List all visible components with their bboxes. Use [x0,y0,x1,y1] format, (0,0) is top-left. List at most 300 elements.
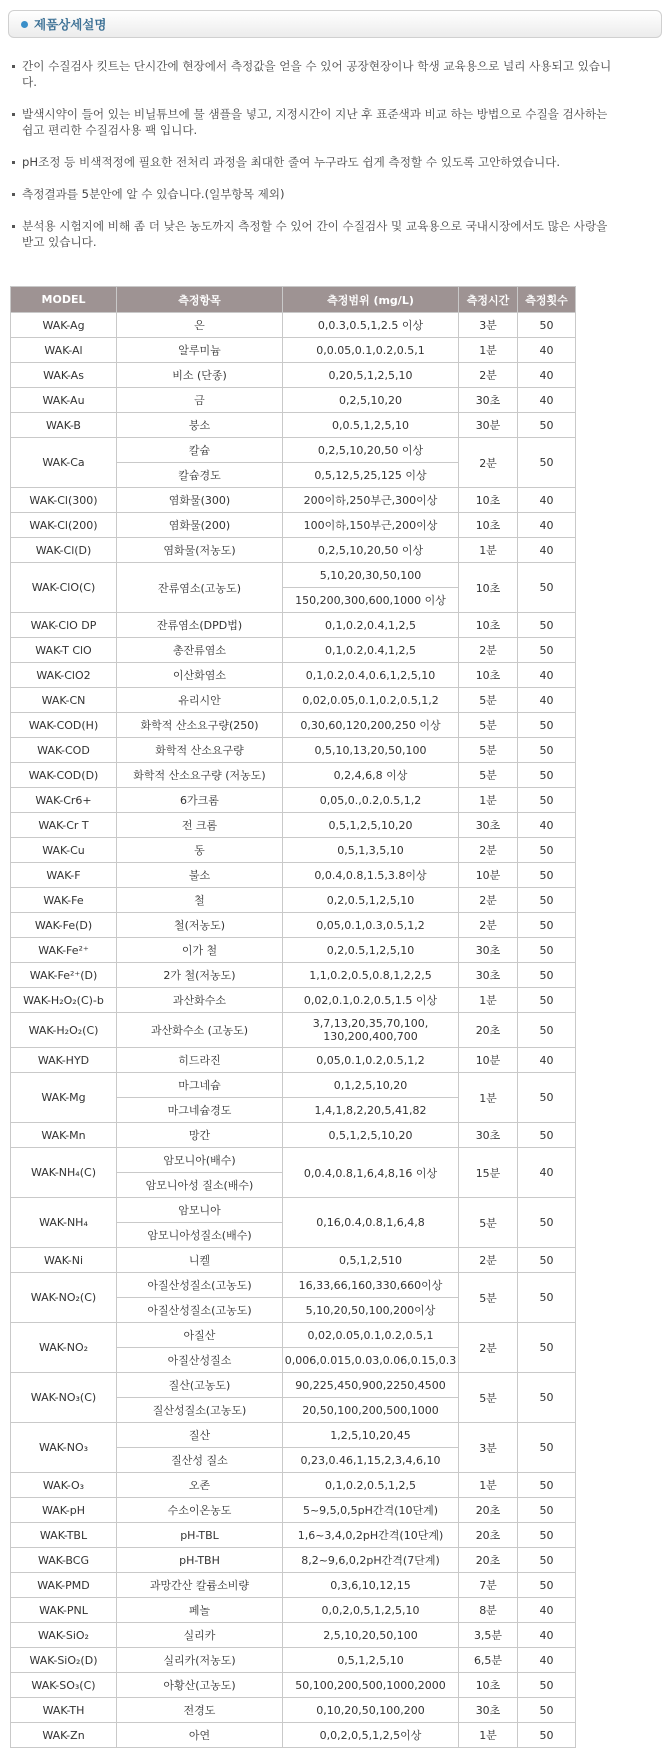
cell-range: 0,2,5,10,20,50 이상 [283,538,459,563]
cell-time: 10분 [459,863,518,888]
cell-range: 0,0.4,0.8,1.5,3.8이상 [283,863,459,888]
cell-count: 50 [518,1013,576,1048]
cell-item: 이산화염소 [117,663,283,688]
cell-range: 5,10,20,50,100,200이상 [283,1298,459,1323]
cell-item: 6가크롬 [117,788,283,813]
cell-range: 0,02,0.05,0.1,0.2,0.5,1 [283,1323,459,1348]
table-row [11,1598,576,1623]
cell-item: 전 크롬 [117,813,283,838]
cell-item: 수소이온농도 [117,1498,283,1523]
table-row [11,738,576,763]
cell-range: 0,20,5,1,2,5,10 [283,363,459,388]
cell-model: WAK-Al [11,338,117,363]
cell-model: WAK-TBL [11,1523,117,1548]
table-row [11,1273,576,1298]
cell-model: WAK-NO₂(C) [11,1273,117,1323]
cell-item: 화학적 산소요구량 (저농도) [117,763,283,788]
cell-count: 50 [518,713,576,738]
cell-item: 오존 [117,1473,283,1498]
cell-count: 50 [518,963,576,988]
cell-count: 40 [518,1148,576,1198]
cell-item: 아연 [117,1723,283,1748]
cell-item: 페놀 [117,1598,283,1623]
cell-time: 10초 [459,488,518,513]
cell-time: 5분 [459,1373,518,1423]
table-row [11,638,576,663]
table-row [11,613,576,638]
cell-range: 0,006,0.015,0.03,0.06,0.15,0.3 [283,1348,459,1373]
cell-range: 0,02,0.1,0.2,0.5,1.5 이상 [283,988,459,1013]
cell-count: 40 [518,488,576,513]
cell-item: pH-TBL [117,1523,283,1548]
cell-range: 0,5,1,2,510 [283,1248,459,1273]
cell-count: 40 [518,663,576,688]
table-row [11,338,576,363]
cell-model: WAK-Mn [11,1123,117,1148]
table-row [11,763,576,788]
cell-time: 30분 [459,413,518,438]
cell-model: WAK-CN [11,688,117,713]
cell-range: 0,0,2,0,5,1,2,5,10 [283,1598,459,1623]
cell-item: 마그네슘경도 [117,1098,283,1123]
cell-count: 50 [518,1723,576,1748]
cell-time: 10분 [459,1048,518,1073]
cell-model: WAK-COD(H) [11,713,117,738]
cell-item: 비소 (단종) [117,363,283,388]
cell-time: 2분 [459,838,518,863]
cell-range: 90,225,450,900,2250,4500 [283,1373,459,1398]
cell-time: 1분 [459,988,518,1013]
cell-model: WAK-Mg [11,1073,117,1123]
cell-count: 40 [518,813,576,838]
cell-range: 5~9,5,0,5pH간격(10단계) [283,1498,459,1523]
table-row [11,363,576,388]
table-row [11,1423,576,1448]
cell-item: 암모니아(배수) [117,1148,283,1173]
cell-time: 30초 [459,938,518,963]
table-row [11,1048,576,1073]
cell-item: pH-TBH [117,1548,283,1573]
cell-item: 실리카(저농도) [117,1648,283,1673]
cell-item: 총잔류염소 [117,638,283,663]
cell-model: WAK-ClO DP [11,613,117,638]
cell-item: 붕소 [117,413,283,438]
cell-model: WAK-BCG [11,1548,117,1573]
cell-count: 50 [518,613,576,638]
cell-model: WAK-Cu [11,838,117,863]
cell-item: 질산(고농도) [117,1373,283,1398]
cell-range: 100이하,150부근,200이상 [283,513,459,538]
cell-time: 2분 [459,913,518,938]
table-row [11,313,576,338]
cell-count: 50 [518,1423,576,1473]
table-row [11,938,576,963]
cell-item: 니켈 [117,1248,283,1273]
cell-time: 20초 [459,1498,518,1523]
cell-item: 암모니아성 질소(배수) [117,1173,283,1198]
table-row [11,663,576,688]
cell-count: 50 [518,1123,576,1148]
cell-item: 아황산(고농도) [117,1673,283,1698]
cell-item: 망간 [117,1123,283,1148]
cell-range: 0,1,0.2,0.4,1,2,5 [283,613,459,638]
cell-time: 15분 [459,1148,518,1198]
cell-item: 유리시안 [117,688,283,713]
cell-count: 50 [518,1498,576,1523]
cell-range: 0,5,1,2,5,10,20 [283,1123,459,1148]
cell-count: 50 [518,788,576,813]
cell-model: WAK-ClO2 [11,663,117,688]
cell-range: 0,2,4,6,8 이상 [283,763,459,788]
table-row [11,1473,576,1498]
cell-count: 50 [518,313,576,338]
cell-item: 실리카 [117,1623,283,1648]
cell-model: WAK-Cl(200) [11,513,117,538]
cell-model: WAK-TH [11,1698,117,1723]
table-row [11,488,576,513]
cell-count: 50 [518,413,576,438]
cell-time: 1분 [459,338,518,363]
cell-item: 알루미늄 [117,338,283,363]
header-time: 측정시간 [459,287,518,313]
cell-time: 2분 [459,888,518,913]
cell-time: 8분 [459,1598,518,1623]
cell-model: WAK-B [11,413,117,438]
table-row [11,413,576,438]
cell-range: 0,2,5,10,20 [283,388,459,413]
cell-count: 50 [518,1673,576,1698]
cell-count: 50 [518,1573,576,1598]
table-row [11,1573,576,1598]
cell-model: WAK-Ca [11,438,117,488]
cell-time: 3,5분 [459,1623,518,1648]
cell-range: 0,23,0.46,1,15,2,3,4,6,10 [283,1448,459,1473]
cell-item: 질산 [117,1423,283,1448]
cell-range: 3,7,13,20,35,70,100, 130,200,400,700 [283,1013,459,1048]
table-row [11,1648,576,1673]
cell-count: 50 [518,1473,576,1498]
table-row [11,1073,576,1098]
cell-time: 1분 [459,1723,518,1748]
cell-item: 암모니아성질소(배수) [117,1223,283,1248]
cell-model: WAK-COD(D) [11,763,117,788]
cell-time: 10초 [459,663,518,688]
cell-range: 50,100,200,500,1000,2000 [283,1673,459,1698]
cell-count: 50 [518,1198,576,1248]
section-header [8,10,662,38]
cell-count: 40 [518,688,576,713]
cell-range: 0,05,0.,0.2,0.5,1,2 [283,788,459,813]
cell-time: 5분 [459,713,518,738]
cell-range: 0,5,1,3,5,10 [283,838,459,863]
cell-count: 50 [518,1523,576,1548]
cell-count: 50 [518,563,576,613]
cell-range: 2,5,10,20,50,100 [283,1623,459,1648]
cell-count: 50 [518,1548,576,1573]
cell-time: 2분 [459,1248,518,1273]
cell-time: 10초 [459,563,518,613]
cell-model: WAK-NH₄(C) [11,1148,117,1198]
cell-count: 40 [518,1648,576,1673]
header-model: MODEL [11,287,117,313]
cell-item: 은 [117,313,283,338]
cell-range: 1,4,1,8,2,20,5,41,82 [283,1098,459,1123]
cell-count: 50 [518,838,576,863]
cell-range: 0,05,0.1,0.3,0.5,1,2 [283,913,459,938]
section-title: 제품상세설명 [34,17,107,32]
cell-time: 5분 [459,1198,518,1248]
cell-count: 40 [518,388,576,413]
description-item: pH조정 등 비색적정에 필요한 전처리 과정을 최대한 줄여 누구라도 쉽게 측정할 수 있도록 고안하였습니다. [12,154,612,170]
cell-count: 50 [518,1323,576,1373]
header-range: 측정범위 (mg/L) [283,287,459,313]
cell-range: 0,3,6,10,12,15 [283,1573,459,1598]
cell-count: 50 [518,763,576,788]
spec-table [10,286,576,1748]
cell-count: 50 [518,988,576,1013]
table-row [11,1548,576,1573]
cell-model: WAK-ClO(C) [11,563,117,613]
cell-range: 0,0.4,0.8,1,6,4,8,16 이상 [283,1148,459,1198]
cell-model: WAK-Zn [11,1723,117,1748]
table-row [11,1123,576,1148]
description-item: 발색시약이 들어 있는 비닐튜브에 물 샘플을 넣고, 지정시간이 지난 후 표준색과 비교 하는 방법으로 수질을 검사하는 쉽고 편리한 수질검사용 팩 입니다. [12,106,612,138]
cell-item: 과산화수소 (고농도) [117,1013,283,1048]
cell-count: 50 [518,1273,576,1323]
cell-range: 0,1,0.2,0.4,0.6,1,2,5,10 [283,663,459,688]
cell-item: 마그네슘 [117,1073,283,1098]
cell-count: 40 [518,338,576,363]
table-row [11,913,576,938]
cell-model: WAK-Cl(300) [11,488,117,513]
cell-model: WAK-NO₃(C) [11,1373,117,1423]
cell-item: 전경도 [117,1698,283,1723]
cell-item: 질산성질소(고농도) [117,1398,283,1423]
cell-time: 5분 [459,738,518,763]
description-item: 분석용 시험지에 비해 좀 더 낮은 농도까지 측정할 수 있어 간이 수질검사 및 교육용으로 국내시장에서도 많은 사랑을 받고 있습니다. [12,218,612,250]
cell-model: WAK-F [11,863,117,888]
cell-item: 2가 철(저농도) [117,963,283,988]
cell-range: 1,2,5,10,20,45 [283,1423,459,1448]
cell-model: WAK-SO₃(C) [11,1673,117,1698]
cell-count: 50 [518,1248,576,1273]
cell-range: 150,200,300,600,1000 이상 [283,588,459,613]
cell-time: 5분 [459,1273,518,1323]
cell-time: 3분 [459,313,518,338]
cell-model: WAK-SiO₂ [11,1623,117,1648]
cell-item: 히드라진 [117,1048,283,1073]
cell-item: 과망간산 칼륨소비량 [117,1573,283,1598]
cell-time: 10초 [459,513,518,538]
cell-range: 1,6~3,4,0,2pH간격(10단계) [283,1523,459,1548]
cell-count: 50 [518,1698,576,1723]
table-row [11,563,576,588]
cell-item: 잔류염소(고농도) [117,563,283,613]
cell-model: WAK-Fe²⁺(D) [11,963,117,988]
cell-item: 과산화수소 [117,988,283,1013]
cell-item: 동 [117,838,283,863]
cell-item: 화학적 산소요구량(250) [117,713,283,738]
product-description [12,58,612,266]
table-row [11,863,576,888]
table-row [11,1723,576,1748]
cell-count: 50 [518,888,576,913]
cell-range: 0,5,1,2,5,10 [283,1648,459,1673]
cell-item: 염화물(200) [117,513,283,538]
cell-count: 50 [518,1373,576,1423]
cell-time: 20초 [459,1013,518,1048]
cell-model: WAK-pH [11,1498,117,1523]
cell-time: 1분 [459,1073,518,1123]
table-row [11,1698,576,1723]
cell-model: WAK-HYD [11,1048,117,1073]
table-row [11,1248,576,1273]
table-row [11,988,576,1013]
cell-range: 0,10,20,50,100,200 [283,1698,459,1723]
cell-count: 40 [518,538,576,563]
cell-range: 16,33,66,160,330,660이상 [283,1273,459,1298]
description-item: 측정결과를 5분안에 알 수 있습니다.(일부항목 제외) [12,186,612,202]
cell-count: 50 [518,938,576,963]
cell-time: 30초 [459,813,518,838]
cell-time: 2분 [459,363,518,388]
table-row [11,388,576,413]
cell-range: 0,0.3,0.5,1,2.5 이상 [283,313,459,338]
cell-time: 7분 [459,1573,518,1598]
cell-model: WAK-As [11,363,117,388]
cell-model: WAK-PMD [11,1573,117,1598]
cell-time: 6,5분 [459,1648,518,1673]
cell-range: 0,2,5,10,20,50 이상 [283,438,459,463]
cell-time: 5분 [459,688,518,713]
cell-range: 0,2,0.5,1,2,5,10 [283,888,459,913]
cell-range: 0,0,2,0,5,1,2,5이상 [283,1723,459,1748]
cell-range: 0,5,12,5,25,125 이상 [283,463,459,488]
table-header-row [11,287,576,313]
cell-item: 염화물(300) [117,488,283,513]
cell-item: 아질산성질소(고농도) [117,1298,283,1323]
cell-model: WAK-Ni [11,1248,117,1273]
cell-model: WAK-Ag [11,313,117,338]
cell-model: WAK-NO₂ [11,1323,117,1373]
table-row [11,1198,576,1223]
cell-model: WAK-PNL [11,1598,117,1623]
cell-item: 아질산성질소(고농도) [117,1273,283,1298]
cell-time: 20초 [459,1548,518,1573]
header-count: 측정횟수 [518,287,576,313]
table-row [11,1623,576,1648]
cell-range: 200이하,250부근,300이상 [283,488,459,513]
table-row [11,438,576,463]
cell-count: 40 [518,1623,576,1648]
cell-model: WAK-H₂O₂(C)-b [11,988,117,1013]
cell-range: 0,0.05,0.1,0.2,0.5,1 [283,338,459,363]
table-row [11,1673,576,1698]
cell-model: WAK-COD [11,738,117,763]
cell-model: WAK-Fe [11,888,117,913]
cell-item: 철(저농도) [117,913,283,938]
cell-model: WAK-Cl(D) [11,538,117,563]
description-item: 간이 수질검사 킷트는 단시간에 현장에서 측정값을 얻을 수 있어 공장현장이나 학생 교육용으로 널리 사용되고 있습니다. [12,58,612,90]
table-row [11,813,576,838]
table-row [11,1323,576,1348]
table-row [11,788,576,813]
table-body [11,313,576,1748]
cell-range: 0,05,0.1,0.2,0.5,1,2 [283,1048,459,1073]
cell-range: 0,30,60,120,200,250 이상 [283,713,459,738]
cell-time: 1분 [459,538,518,563]
cell-count: 40 [518,1598,576,1623]
table-row [11,1148,576,1173]
cell-count: 50 [518,438,576,488]
cell-time: 30초 [459,963,518,988]
cell-count: 50 [518,1073,576,1123]
cell-range: 0,1,2,5,10,20 [283,1073,459,1098]
cell-range: 8,2~9,6,0,2pH간격(7단계) [283,1548,459,1573]
bullet-icon [21,21,28,28]
cell-item: 이가 철 [117,938,283,963]
cell-model: WAK-O₃ [11,1473,117,1498]
table-row [11,1498,576,1523]
cell-count: 50 [518,738,576,763]
cell-time: 1분 [459,788,518,813]
table-row [11,1523,576,1548]
header-item: 측정항목 [117,287,283,313]
cell-range: 20,50,100,200,500,1000 [283,1398,459,1423]
cell-range: 0,2,0.5,1,2,5,10 [283,938,459,963]
cell-range: 0,5,10,13,20,50,100 [283,738,459,763]
cell-model: WAK-Cr T [11,813,117,838]
cell-count: 50 [518,913,576,938]
cell-time: 10초 [459,613,518,638]
table-row [11,888,576,913]
cell-model: WAK-T ClO [11,638,117,663]
cell-model: WAK-SiO₂(D) [11,1648,117,1673]
cell-time: 2분 [459,438,518,488]
cell-time: 20초 [459,1523,518,1548]
cell-count: 40 [518,363,576,388]
cell-model: WAK-Cr6+ [11,788,117,813]
cell-item: 염화물(저농도) [117,538,283,563]
cell-item: 아질산성질소 [117,1348,283,1373]
cell-time: 30초 [459,388,518,413]
table-row [11,713,576,738]
cell-model: WAK-Fe²⁺ [11,938,117,963]
cell-time: 30초 [459,1123,518,1148]
cell-model: WAK-Au [11,388,117,413]
cell-count: 40 [518,513,576,538]
cell-model: WAK-Fe(D) [11,913,117,938]
cell-item: 칼슘 [117,438,283,463]
table-row [11,688,576,713]
cell-model: WAK-NO₃ [11,1423,117,1473]
table-row [11,538,576,563]
cell-item: 칼슘경도 [117,463,283,488]
cell-range: 0,02,0.05,0.1,0.2,0.5,1,2 [283,688,459,713]
cell-item: 철 [117,888,283,913]
cell-range: 5,10,20,30,50,100 [283,563,459,588]
cell-count: 50 [518,638,576,663]
table-row [11,1373,576,1398]
cell-time: 2분 [459,1323,518,1373]
cell-time: 10초 [459,1673,518,1698]
cell-time: 5분 [459,763,518,788]
cell-time: 1분 [459,1473,518,1498]
cell-item: 질산성 질소 [117,1448,283,1473]
cell-range: 1,1,0.2,0.5,0.8,1,2,2,5 [283,963,459,988]
cell-model: WAK-H₂O₂(C) [11,1013,117,1048]
table-row [11,963,576,988]
